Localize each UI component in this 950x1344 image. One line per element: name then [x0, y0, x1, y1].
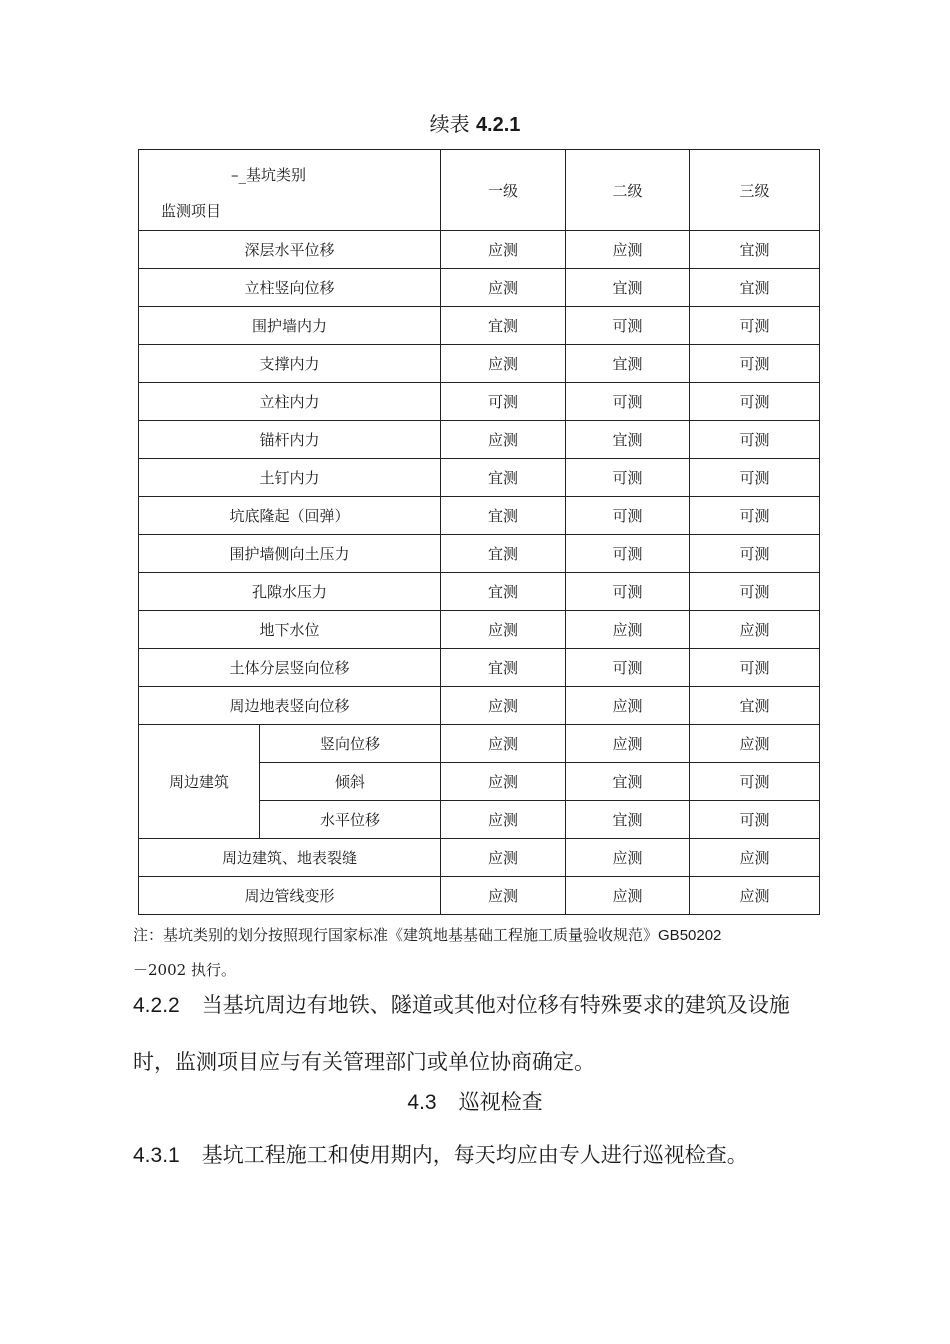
requirement-cell: 应测: [441, 611, 566, 649]
requirement-cell: 可测: [441, 383, 566, 421]
note-code: GB50202: [658, 927, 722, 944]
monitoring-item-cell: 坑底隆起（回弹）: [139, 497, 441, 535]
requirement-cell: 宜测: [566, 763, 690, 801]
requirement-cell: 应测: [441, 687, 566, 725]
level-header-3: 三级: [690, 150, 820, 231]
requirement-cell: 可测: [690, 801, 820, 839]
requirement-cell: 应测: [441, 345, 566, 383]
table-row: [139, 649, 820, 687]
requirement-cell: 宜测: [566, 801, 690, 839]
section-number: 4.3: [407, 1091, 437, 1114]
requirement-cell: 应测: [690, 877, 820, 915]
table-row: [139, 459, 820, 497]
note-line2: －2002 执行。: [133, 961, 236, 979]
monitoring-item-cell: 孔隙水压力: [139, 573, 441, 611]
monitoring-table: [138, 149, 820, 915]
requirement-cell: 可测: [690, 535, 820, 573]
requirement-cell: 可测: [690, 383, 820, 421]
requirement-cell: 可测: [690, 497, 820, 535]
requirement-cell: 应测: [566, 839, 690, 877]
monitoring-item-cell: 周边建筑、地表裂缝: [139, 839, 441, 877]
clause-number: 4.3.1: [133, 1144, 180, 1167]
table-row: [139, 573, 820, 611]
caption-prefix: 续表: [429, 112, 470, 136]
section-heading-4-3: [0, 1086, 950, 1116]
requirement-cell: 宜测: [690, 269, 820, 307]
requirement-cell: 应测: [441, 725, 566, 763]
requirement-cell: 可测: [690, 307, 820, 345]
table-row: [139, 725, 820, 763]
monitoring-item-cell: 土钉内力: [139, 459, 441, 497]
monitoring-item-cell: 围护墙内力: [139, 307, 441, 345]
clause-text: 基坑工程施工和使用期内，每天均应由专人进行巡视检查。: [201, 1143, 748, 1167]
requirement-cell: 可测: [690, 345, 820, 383]
table-row: [139, 877, 820, 915]
requirement-cell: 应测: [566, 877, 690, 915]
monitoring-item-cell: 支撑内力: [139, 345, 441, 383]
requirement-cell: 可测: [690, 459, 820, 497]
monitoring-subitem-cell: 倾斜: [260, 763, 441, 801]
note-text: 注：基坑类别的划分按照现行国家标准《建筑地基基础工程施工质量验收规范》: [133, 926, 659, 944]
corner-header-item: 监测项目: [161, 202, 222, 220]
clause-4-2-2: [133, 977, 823, 1090]
requirement-cell: 应测: [441, 763, 566, 801]
caption-number: 4.2.1: [475, 114, 521, 136]
requirement-cell: 可测: [690, 763, 820, 801]
requirement-cell: 应测: [441, 421, 566, 459]
requirement-cell: 宜测: [441, 573, 566, 611]
table-row: [139, 231, 820, 269]
requirement-cell: 应测: [441, 269, 566, 307]
clause-number: 4.2.2: [133, 994, 180, 1017]
clause-text: 当基坑周边有地铁、隧道或其他对位移有特殊要求的建筑及设施时，监测项目应与有关管理部门或单位协商确定。: [133, 993, 790, 1074]
monitoring-item-cell: 围护墙侧向土压力: [139, 535, 441, 573]
requirement-cell: 宜测: [441, 649, 566, 687]
corner-header-category: –_基坑类别: [231, 166, 307, 184]
requirement-cell: 宜测: [441, 535, 566, 573]
requirement-cell: 可测: [566, 459, 690, 497]
monitoring-item-cell: 立柱内力: [139, 383, 441, 421]
requirement-cell: 应测: [566, 611, 690, 649]
monitoring-item-cell: 深层水平位移: [139, 231, 441, 269]
requirement-cell: 宜测: [441, 497, 566, 535]
table-row: [139, 421, 820, 459]
requirement-cell: 可测: [690, 421, 820, 459]
monitoring-item-cell: 地下水位: [139, 611, 441, 649]
requirement-cell: 应测: [566, 687, 690, 725]
requirement-cell: 宜测: [566, 269, 690, 307]
requirement-cell: 可测: [566, 497, 690, 535]
requirement-cell: 应测: [441, 801, 566, 839]
requirement-cell: 应测: [441, 839, 566, 877]
table-caption: [0, 108, 950, 137]
requirement-cell: 可测: [566, 383, 690, 421]
table-row: [139, 839, 820, 877]
table-row: [139, 307, 820, 345]
monitoring-subitem-cell: 竖向位移: [260, 725, 441, 763]
requirement-cell: 可测: [566, 307, 690, 345]
table-header-row: [139, 150, 820, 231]
monitoring-item-cell: 锚杆内力: [139, 421, 441, 459]
monitoring-item-cell: 立柱竖向位移: [139, 269, 441, 307]
requirement-cell: 宜测: [566, 421, 690, 459]
requirement-cell: 应测: [566, 725, 690, 763]
monitoring-item-cell: 周边地表竖向位移: [139, 687, 441, 725]
requirement-cell: 应测: [690, 725, 820, 763]
requirement-cell: 宜测: [441, 307, 566, 345]
requirement-cell: 宜测: [566, 345, 690, 383]
table-row: [139, 535, 820, 573]
requirement-cell: 宜测: [441, 459, 566, 497]
requirement-cell: 可测: [690, 649, 820, 687]
requirement-cell: 宜测: [690, 231, 820, 269]
requirement-cell: 可测: [566, 649, 690, 687]
requirement-cell: 应测: [690, 839, 820, 877]
requirement-cell: 可测: [690, 573, 820, 611]
requirement-cell: 应测: [441, 877, 566, 915]
requirement-cell: 可测: [566, 535, 690, 573]
table-row: [139, 611, 820, 649]
table-row: [139, 687, 820, 725]
level-header-2: 二级: [566, 150, 690, 231]
clause-4-3-1: [133, 1127, 823, 1184]
requirement-cell: 应测: [566, 231, 690, 269]
section-title: 巡视检查: [458, 1090, 543, 1114]
table-row: [139, 383, 820, 421]
requirement-cell: 宜测: [690, 687, 820, 725]
monitoring-item-cell: 土体分层竖向位移: [139, 649, 441, 687]
level-header-1: 一级: [441, 150, 566, 231]
requirement-cell: 应测: [441, 231, 566, 269]
table-row: [139, 345, 820, 383]
monitoring-subitem-cell: 水平位移: [260, 801, 441, 839]
corner-header-cell: [139, 150, 441, 231]
table-row: [139, 269, 820, 307]
group-label-cell: 周边建筑: [139, 725, 260, 839]
table-row: [139, 497, 820, 535]
requirement-cell: 可测: [566, 573, 690, 611]
requirement-cell: 应测: [690, 611, 820, 649]
monitoring-item-cell: 周边管线变形: [139, 877, 441, 915]
